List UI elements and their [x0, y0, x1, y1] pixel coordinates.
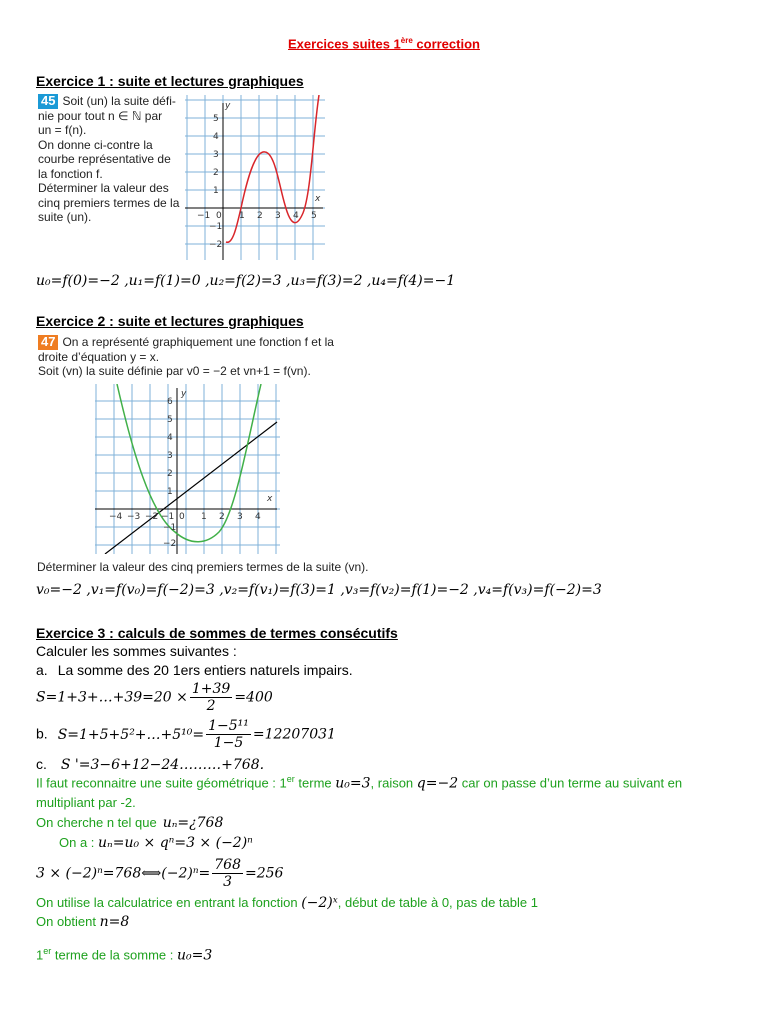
svg-text:5: 5 — [167, 415, 173, 425]
svg-text:1: 1 — [167, 487, 173, 497]
svg-text:2: 2 — [257, 211, 263, 221]
exercise-badge: 45 — [38, 94, 58, 109]
svg-text:4: 4 — [293, 211, 299, 221]
green-line-6: On obtient n=8 — [36, 914, 130, 930]
green-line-2: multipliant par -2. — [36, 795, 136, 810]
svg-text:y: y — [225, 101, 231, 111]
equation-n: 3 × (−2)ⁿ=768⟺(−2)ⁿ= $\frac{768}{3}$ =256 — [36, 857, 284, 890]
svg-text:x: x — [267, 494, 273, 504]
formula-b: b. S=1+5+5²+…+5¹⁰= $\frac{\text{1−5¹¹}}{1-5}$ =12207031 — [36, 718, 336, 751]
exercise-2-answer: v₀=−2 ,v₁=f(v₀)=f(−2)=3 ,v₂=f(v₁)=f(3)=1 ,v₃=f(v₂)=f(1)=−2 ,v₄=f(v₃)=f(−2)=3 — [36, 582, 602, 598]
svg-text:5: 5 — [311, 211, 317, 221]
svg-text:−1: −1 — [197, 211, 211, 221]
svg-text:−2: −2 — [209, 240, 223, 250]
svg-text:3: 3 — [213, 150, 219, 160]
exercise-1-answer: u₀=f(0)=−2 ,u₁=f(1)=0 ,u₂=f(2)=3 ,u₃=f(3)=2 ,u₄=f(4)=−1 — [36, 273, 456, 289]
svg-text:y: y — [181, 389, 187, 399]
svg-text:1: 1 — [239, 211, 245, 221]
svg-text:−2: −2 — [145, 512, 159, 522]
exercise-3-heading: Exercice 3 : calculs de sommes de termes consécutifs — [36, 625, 398, 641]
exercise-2-question: Déterminer la valeur des cinq premiers termes de la suite (vn). — [37, 560, 369, 574]
item-a: a. La somme des 20 1ers entiers naturels impairs. — [36, 662, 353, 678]
svg-text:−4: −4 — [109, 512, 123, 522]
svg-text:4: 4 — [255, 512, 261, 522]
page-title: Exercices suites 1ère correction — [288, 36, 480, 52]
svg-text:1: 1 — [213, 186, 219, 196]
svg-text:−1: −1 — [209, 222, 223, 232]
svg-text:5: 5 — [213, 114, 219, 124]
svg-text:3: 3 — [237, 512, 243, 522]
green-line-5: On utilise la calculatrice en entrant la fonction (−2)ˣ, début de table à 0, pas de table 1 — [36, 895, 538, 911]
svg-text:2: 2 — [213, 168, 219, 178]
exercise-2-statement: 47 On a représenté graphiquement une fonction f et la droite d’équation y = x. Soit (vn) la suite définie par v0 = −2 et vn+1 = f(vn). — [38, 334, 334, 378]
svg-text:−1: −1 — [161, 512, 175, 522]
exercise-badge: 47 — [38, 335, 58, 350]
exercise-1-statement: 45 Soit (un) la suite défi- nie pour tout n ∈ ℕ par un = f(n). On donne ci-contre la courbe représentative de la fonction f. Déterminer la valeur des cinq premiers termes de la suite (un). — [38, 93, 180, 224]
green-line-7: 1er terme de la somme : u₀=3 — [36, 946, 213, 964]
svg-text:2: 2 — [167, 469, 173, 479]
svg-text:3: 3 — [275, 211, 281, 221]
graph-exercise-2 — [95, 384, 280, 554]
graph-exercise-1 — [185, 95, 325, 260]
svg-text:6: 6 — [167, 397, 173, 407]
svg-text:2: 2 — [219, 512, 225, 522]
svg-text:−1: −1 — [163, 523, 177, 533]
svg-text:4: 4 — [213, 132, 219, 142]
green-line-1: Il faut reconnaitre une suite géométrique : 1er terme u₀=3, raison q=−2 car on passe d’un terme au suivant en — [36, 774, 683, 792]
exercise-3-intro: Calculer les sommes suivantes : — [36, 643, 237, 659]
svg-text:−3: −3 — [127, 512, 141, 522]
exercise-2-heading: Exercice 2 : suite et lectures graphiques — [36, 313, 304, 329]
svg-text:3: 3 — [167, 451, 173, 461]
formula-a: S=1+3+…+39=20 × $\frac{1+39}{2}$ =400 — [36, 681, 273, 714]
exercise-1-heading: Exercice 1 : suite et lectures graphiques — [36, 73, 304, 89]
formula-c: c. S '=3−6+12−24………+768. — [36, 756, 265, 773]
svg-text:−2: −2 — [163, 539, 177, 549]
green-line-3: On cherche n tel que uₙ=¿768 — [36, 815, 224, 831]
svg-text:0: 0 — [216, 211, 222, 221]
line-y-equals-x — [105, 422, 277, 554]
svg-text:4: 4 — [167, 433, 173, 443]
svg-text:0: 0 — [179, 512, 185, 522]
svg-text:1: 1 — [201, 512, 207, 522]
svg-text:x: x — [315, 194, 321, 204]
green-line-4: On a : uₙ=u₀ × qⁿ=3 × (−2)ⁿ — [59, 835, 253, 851]
